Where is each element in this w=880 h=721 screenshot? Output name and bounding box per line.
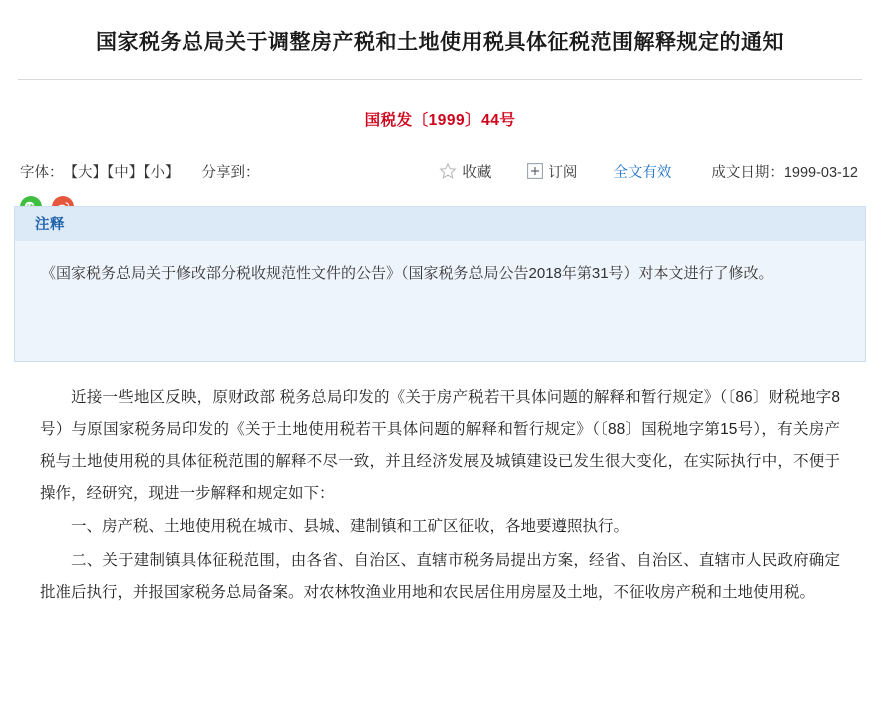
validity-status[interactable]: 全文有效 (613, 164, 672, 181)
font-size-medium[interactable]: 【中】 (107, 164, 144, 181)
note-header: 注释 (15, 207, 865, 241)
body-paragraph: 一、房产税、土地使用税在城市、县城、建制镇和工矿区征收，各地要遵照执行。 (71, 518, 630, 536)
body-paragraph: 二、关于建制镇具体征税范围，由各省、自治区、直辖市税务局提出方案，经省、自治区、直辖市人民政府确定批准后执行，并报国家税务总局备案。对农林牧渔业用地和农民居住用房屋及土地，不征收房产税和土地使用税。 (40, 552, 840, 601)
font-size-label: 字体： (20, 164, 64, 181)
issue-date: 成文日期：1999-03-12 (711, 164, 858, 181)
document-body (14, 362, 866, 608)
favorite-button[interactable] (439, 161, 491, 182)
subscribe-button[interactable] (527, 161, 577, 182)
font-size-options (64, 161, 180, 182)
favorite-label: 收藏 (462, 164, 492, 181)
page-title: 国家税务总局关于调整房产税和土地使用税具体征税范围解释规定的通知 (96, 31, 784, 54)
document-toolbar (14, 156, 866, 186)
note-body: 《国家税务总局关于修改部分税收规范性文件的公告》（国家税务总局公告2018年第31号）对本文进行了修改。 (41, 265, 774, 283)
note-box (14, 206, 866, 362)
star-icon (439, 162, 457, 180)
font-size-small[interactable]: 【小】 (143, 164, 180, 181)
body-paragraph: 近接一些地区反映，原财政部 税务总局印发的《关于房产税若干具体问题的解释和暂行规定》（〔86〕财税地字8号）与原国家税务局印发的《关于土地使用税若干具体问题的解释和暂行规定》（〔88〕国税地字第15号），有关房产税与土地使用税的具体征税范围的解释不尽一致，并且经济发展及城镇建设已发生很大变化，在实际执行中，不便于操作，经研究，现进一步解释和规定如下： (40, 389, 840, 502)
share-label: 分享到： (201, 164, 260, 181)
document-number: 国税发〔1999〕44号 (364, 112, 516, 130)
font-size-large[interactable]: 【大】 (63, 164, 107, 181)
rss-icon (527, 163, 543, 179)
subscribe-label: 订阅 (548, 164, 578, 181)
